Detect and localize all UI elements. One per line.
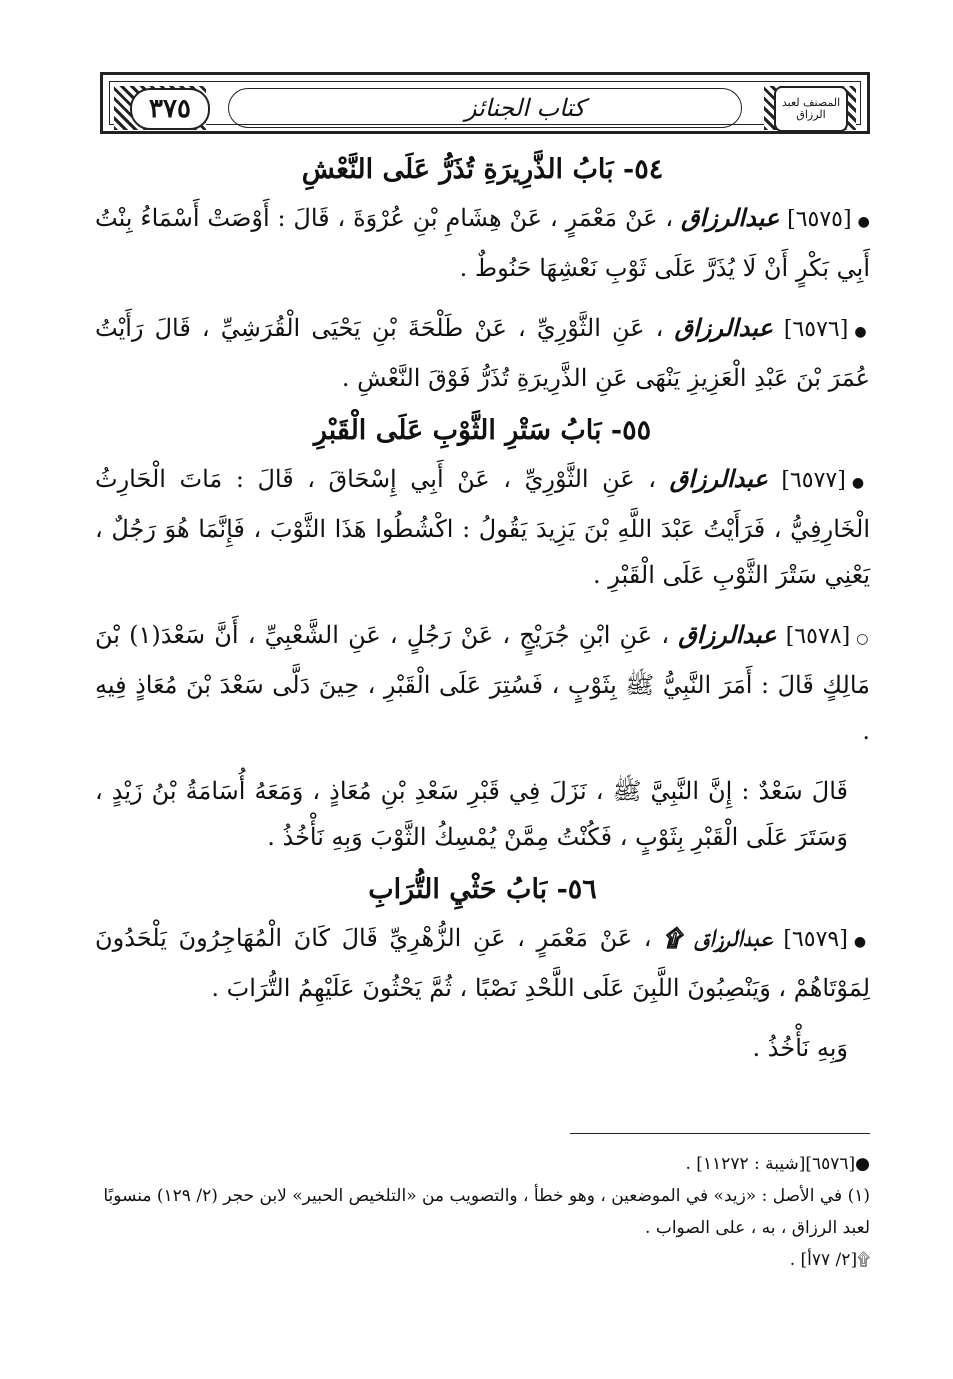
hadith-paragraph (95, 456, 870, 598)
hadith-paragraph (95, 612, 870, 754)
seal-logo-icon: المصنف لعبد الرزاق (774, 86, 848, 132)
hadith-paragraph (95, 305, 870, 401)
author-name: عبدالرزاق (678, 620, 777, 649)
author-name: عبدالرزاق (674, 313, 773, 342)
paragraph-text: ، عَنْ مَعْمَرٍ ، عَنْ هِشَامِ بْنِ عُرْوَةَ ، قَالَ : أَوْصَتْ أَسْمَاءُ بِنْتُ أَبِي بَكْرٍ أَنْ لَا يُذَرَّ عَلَى ثَوْبِ نَعْشِهَا حَنُوطٌ . (95, 204, 870, 282)
footnotes (95, 1148, 870, 1276)
footnote-divider (570, 1133, 870, 1134)
hadith-paragraph (95, 1025, 870, 1071)
paragraph-text: وَبِهِ نَأْخُذُ . (752, 1034, 848, 1062)
paragraph-text: ، عَنِ الثَّوْرِيِّ ، عَنْ أَبِي إِسْحَاقَ ، قَالَ : مَاتَ الْحَارِثُ الْخَارِفِيُّ ، فَرَأَيْتُ عَبْدَ اللَّهِ بْنَ يَزِيدَ يَقُولُ : اكْشُطُوا هَذَا الثَّوْبَ ، فَإِنَّمَا هُوَ رَجُلٌ ، يَعْنِي سَتْرَ الثَّوْبِ عَلَى الْقَبْرِ . (95, 465, 870, 589)
paragraph-text: قَالَ سَعْدٌ : إِنَّ النَّبِيَّ ﷺ ، نَزَلَ فِي قَبْرِ سَعْدِ بْنِ مُعَاذٍ ، وَمَعَهُ أُسَامَةُ بْنُ زَيْدٍ ، وَسَتَرَ عَلَى الْقَبْرِ بِثَوْبٍ ، فَكُنْتُ مِمَّنْ يُمْسِكُ الثَّوْبَ وَبِهِ نَأْخُذُ . (95, 777, 848, 851)
hadith-number: [٦٥٧٧] (781, 468, 846, 493)
paragraph-text: ، عَنِ ابْنِ جُرَيْجٍ ، عَنْ رَجُلٍ ، عَنِ الشَّعْبِيِّ ، أَنَّ سَعْدَ(١) بْنَ مَالِكٍ قَالَ : أَمَرَ النَّبِيُّ ﷺ بِثَوْبٍ ، فَسُتِرَ عَلَى الْقَبْرِ ، حِينَ دَلَّى سَعْدَ بْنَ مُعَاذٍ فِيهِ . (95, 621, 870, 745)
hadith-number: [٦٥٧٥] (787, 207, 852, 232)
footnote-line: ۩[٢/ ٧٧أ] . (789, 1250, 870, 1270)
bullet-icon: ● (853, 934, 871, 950)
hadith-number: [٦٥٧٩] (783, 927, 848, 952)
page-number: ٣٧٥ (130, 88, 210, 130)
hadith-number: [٦٥٧٨] (785, 624, 851, 649)
author-name: عبدالرزاق (669, 464, 768, 493)
hadith-paragraph (95, 915, 870, 1011)
bullet-icon: ● (851, 475, 870, 491)
chapter-heading: ٥٦- بَابُ حَثْيِ التُّرَابِ (368, 874, 597, 905)
hadith-number: [٦٥٧٦] (783, 317, 849, 342)
footnote-line: (١) في الأصل : «زيد» في الموضعين ، وهو خطأ ، والتصويب من «التلخيص الحبير» لابن حجر (٢/ ١٢٩) منسوبًا لعبد الرزاق ، به ، على الصواب . (103, 1186, 870, 1238)
chapter-heading: ٥٤- بَابُ الذَّرِيرَةِ تُذَرُّ عَلَى النَّعْشِ (301, 154, 664, 185)
paragraph-text: ، عَنِ الثَّوْرِيِّ ، عَنْ طَلْحَةَ بْنِ يَحْيَى الْقُرَشِيِّ ، قَالَ رَأَيْتُ عُمَرَ بْنَ عَبْدِ الْعَزِيزِ يَنْهَى عَنِ الذَّرِيرَةِ تُذَرُّ فَوْقَ النَّعْشِ . (95, 314, 870, 392)
author-name: عبدالرزاق ۩ (663, 923, 772, 952)
main-text (95, 150, 870, 1085)
footnote-line: ●[٦٥٧٦][شيبة : ١١٢٧٢] . (685, 1154, 870, 1174)
book-title: كتاب الجنائز (464, 94, 586, 122)
hadith-paragraph (95, 195, 870, 291)
header-frame (109, 81, 861, 125)
paragraph-text: ، عَنْ مَعْمَرٍ ، عَنِ الزُّهْرِيِّ قَالَ كَانَ الْمُهَاجِرُونَ يَلْحَدُونَ لِمَوْتَاهُمْ ، وَيَنْصِبُونَ اللَّبِنَ عَلَى اللَّحْدِ نَصْبًا ، ثُمَّ يَحْثُونَ عَلَيْهِمُ التُّرَابَ . (95, 924, 870, 1002)
hadith-paragraph (95, 768, 870, 860)
page-header (100, 72, 870, 134)
chapter-heading: ٥٥- بَابُ سَتْرِ الثَّوْبِ عَلَى الْقَبْرِ (313, 415, 652, 446)
bullet-icon: ● (857, 214, 871, 230)
bullet-icon: ● (854, 324, 870, 340)
bullet-icon: ○ (856, 631, 870, 647)
author-name: عبدالرزاق (681, 203, 780, 232)
